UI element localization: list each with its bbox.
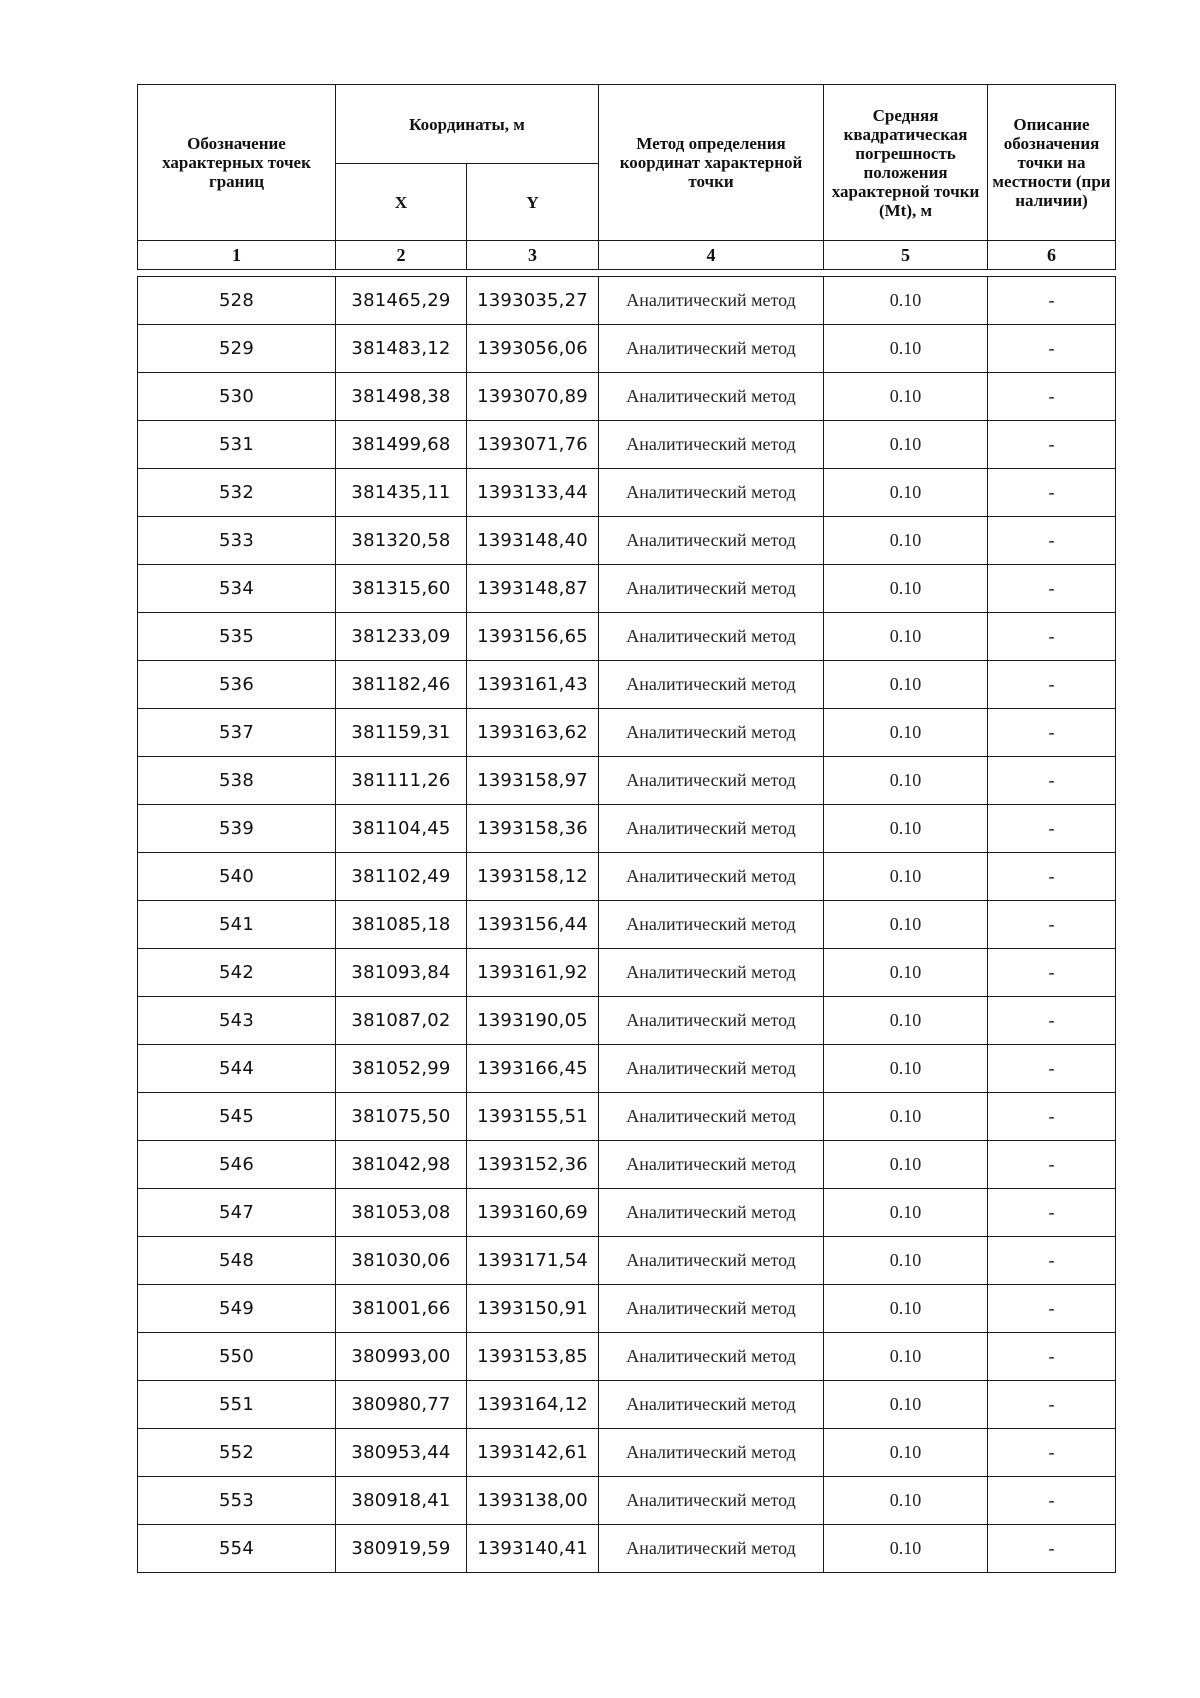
method-cell: Аналитический метод xyxy=(599,1045,824,1093)
coord-y: 1393140,41 xyxy=(467,1525,599,1573)
description-cell: - xyxy=(988,565,1116,613)
coord-y: 1393152,36 xyxy=(467,1141,599,1189)
coord-x: 381159,31 xyxy=(336,709,467,757)
coord-x: 381435,11 xyxy=(336,469,467,517)
coord-y: 1393158,12 xyxy=(467,853,599,901)
method-cell: Аналитический метод xyxy=(599,757,824,805)
point-number: 539 xyxy=(138,805,336,853)
coord-y: 1393158,97 xyxy=(467,757,599,805)
method-cell: Аналитический метод xyxy=(599,517,824,565)
description-cell: - xyxy=(988,1429,1116,1477)
table-row xyxy=(138,661,1116,709)
table-row xyxy=(138,1045,1116,1093)
error-cell: 0.10 xyxy=(824,901,988,949)
header-point-designation: Обозначение характерных точек границ xyxy=(138,85,336,241)
coord-y: 1393171,54 xyxy=(467,1237,599,1285)
point-number: 554 xyxy=(138,1525,336,1573)
point-number: 528 xyxy=(138,277,336,325)
header-y: Y xyxy=(467,164,599,241)
coord-x: 381465,29 xyxy=(336,277,467,325)
point-number: 540 xyxy=(138,853,336,901)
point-number: 544 xyxy=(138,1045,336,1093)
description-cell: - xyxy=(988,805,1116,853)
coord-x: 381001,66 xyxy=(336,1285,467,1333)
point-number: 547 xyxy=(138,1189,336,1237)
coord-x: 381087,02 xyxy=(336,997,467,1045)
point-number: 529 xyxy=(138,325,336,373)
coord-x: 380980,77 xyxy=(336,1381,467,1429)
description-cell: - xyxy=(988,1141,1116,1189)
point-number: 537 xyxy=(138,709,336,757)
coord-y: 1393070,89 xyxy=(467,373,599,421)
point-number: 551 xyxy=(138,1381,336,1429)
description-cell: - xyxy=(988,997,1116,1045)
coord-x: 381499,68 xyxy=(336,421,467,469)
description-cell: - xyxy=(988,1093,1116,1141)
method-cell: Аналитический метод xyxy=(599,1333,824,1381)
coord-x: 381052,99 xyxy=(336,1045,467,1093)
description-cell: - xyxy=(988,1477,1116,1525)
coord-y: 1393071,76 xyxy=(467,421,599,469)
table-row xyxy=(138,1525,1116,1573)
coord-x: 381075,50 xyxy=(336,1093,467,1141)
table-row xyxy=(138,1189,1116,1237)
table-row xyxy=(138,373,1116,421)
description-cell: - xyxy=(988,1237,1116,1285)
method-cell: Аналитический метод xyxy=(599,1141,824,1189)
table-row xyxy=(138,757,1116,805)
coord-y: 1393153,85 xyxy=(467,1333,599,1381)
table-row xyxy=(138,277,1116,325)
error-cell: 0.10 xyxy=(824,325,988,373)
coord-y: 1393190,05 xyxy=(467,997,599,1045)
method-cell: Аналитический метод xyxy=(599,997,824,1045)
error-cell: 0.10 xyxy=(824,1237,988,1285)
coord-y: 1393156,65 xyxy=(467,613,599,661)
table-row xyxy=(138,517,1116,565)
point-number: 536 xyxy=(138,661,336,709)
description-cell: - xyxy=(988,613,1116,661)
description-cell: - xyxy=(988,1525,1116,1573)
error-cell: 0.10 xyxy=(824,949,988,997)
error-cell: 0.10 xyxy=(824,853,988,901)
error-cell: 0.10 xyxy=(824,1285,988,1333)
coord-x: 381182,46 xyxy=(336,661,467,709)
method-cell: Аналитический метод xyxy=(599,469,824,517)
description-cell: - xyxy=(988,757,1116,805)
coord-y: 1393035,27 xyxy=(467,277,599,325)
table-row xyxy=(138,997,1116,1045)
method-cell: Аналитический метод xyxy=(599,1189,824,1237)
method-cell: Аналитический метод xyxy=(599,325,824,373)
table-row xyxy=(138,1093,1116,1141)
table-row xyxy=(138,1237,1116,1285)
document-page xyxy=(137,84,1115,1573)
coord-x: 381102,49 xyxy=(336,853,467,901)
error-cell: 0.10 xyxy=(824,1429,988,1477)
table-header xyxy=(138,85,1116,277)
error-cell: 0.10 xyxy=(824,277,988,325)
table-row xyxy=(138,709,1116,757)
table-row xyxy=(138,1141,1116,1189)
coord-x: 381233,09 xyxy=(336,613,467,661)
error-cell: 0.10 xyxy=(824,805,988,853)
table-row xyxy=(138,421,1116,469)
table-row xyxy=(138,901,1116,949)
description-cell: - xyxy=(988,1333,1116,1381)
error-cell: 0.10 xyxy=(824,1477,988,1525)
point-number: 530 xyxy=(138,373,336,421)
description-cell: - xyxy=(988,1381,1116,1429)
error-cell: 0.10 xyxy=(824,517,988,565)
method-cell: Аналитический метод xyxy=(599,1477,824,1525)
header-mean-square-error: Средняя квадратическая погрешность положения характерной точки (Mt), м xyxy=(824,85,988,241)
point-number: 531 xyxy=(138,421,336,469)
header-point-description: Описание обозначения точки на местности (при наличии) xyxy=(988,85,1116,241)
method-cell: Аналитический метод xyxy=(599,853,824,901)
error-cell: 0.10 xyxy=(824,1333,988,1381)
table-row xyxy=(138,613,1116,661)
error-cell: 0.10 xyxy=(824,421,988,469)
coord-x: 381085,18 xyxy=(336,901,467,949)
table-row xyxy=(138,949,1116,997)
table-row xyxy=(138,1429,1116,1477)
point-number: 550 xyxy=(138,1333,336,1381)
coord-y: 1393148,87 xyxy=(467,565,599,613)
table-row xyxy=(138,1477,1116,1525)
method-cell: Аналитический метод xyxy=(599,1381,824,1429)
method-cell: Аналитический метод xyxy=(599,805,824,853)
point-number: 548 xyxy=(138,1237,336,1285)
error-cell: 0.10 xyxy=(824,1189,988,1237)
header-x: X xyxy=(336,164,467,241)
table-row xyxy=(138,805,1116,853)
column-number: 2 xyxy=(336,241,467,270)
table-row xyxy=(138,853,1116,901)
description-cell: - xyxy=(988,901,1116,949)
coord-x: 380919,59 xyxy=(336,1525,467,1573)
coord-x: 381315,60 xyxy=(336,565,467,613)
coord-y: 1393156,44 xyxy=(467,901,599,949)
method-cell: Аналитический метод xyxy=(599,1525,824,1573)
description-cell: - xyxy=(988,1285,1116,1333)
coord-x: 381320,58 xyxy=(336,517,467,565)
point-number: 549 xyxy=(138,1285,336,1333)
table-row xyxy=(138,1381,1116,1429)
point-number: 541 xyxy=(138,901,336,949)
coord-x: 381111,26 xyxy=(336,757,467,805)
description-cell: - xyxy=(988,517,1116,565)
description-cell: - xyxy=(988,709,1116,757)
coord-y: 1393163,62 xyxy=(467,709,599,757)
coord-x: 381483,12 xyxy=(336,325,467,373)
column-number: 3 xyxy=(467,241,599,270)
coord-x: 380918,41 xyxy=(336,1477,467,1525)
description-cell: - xyxy=(988,373,1116,421)
boundary-points-table xyxy=(137,84,1116,1573)
coord-y: 1393160,69 xyxy=(467,1189,599,1237)
point-number: 546 xyxy=(138,1141,336,1189)
coord-y: 1393142,61 xyxy=(467,1429,599,1477)
error-cell: 0.10 xyxy=(824,1141,988,1189)
method-cell: Аналитический метод xyxy=(599,1285,824,1333)
error-cell: 0.10 xyxy=(824,1045,988,1093)
error-cell: 0.10 xyxy=(824,1381,988,1429)
coord-x: 381093,84 xyxy=(336,949,467,997)
method-cell: Аналитический метод xyxy=(599,661,824,709)
error-cell: 0.10 xyxy=(824,565,988,613)
coord-y: 1393166,45 xyxy=(467,1045,599,1093)
description-cell: - xyxy=(988,1189,1116,1237)
point-number: 538 xyxy=(138,757,336,805)
table-row xyxy=(138,325,1116,373)
point-number: 553 xyxy=(138,1477,336,1525)
coord-x: 381104,45 xyxy=(336,805,467,853)
coord-x: 381498,38 xyxy=(336,373,467,421)
description-cell: - xyxy=(988,661,1116,709)
error-cell: 0.10 xyxy=(824,613,988,661)
error-cell: 0.10 xyxy=(824,373,988,421)
point-number: 545 xyxy=(138,1093,336,1141)
method-cell: Аналитический метод xyxy=(599,277,824,325)
column-number: 4 xyxy=(599,241,824,270)
method-cell: Аналитический метод xyxy=(599,373,824,421)
point-number: 535 xyxy=(138,613,336,661)
table-row xyxy=(138,469,1116,517)
point-number: 534 xyxy=(138,565,336,613)
coord-y: 1393150,91 xyxy=(467,1285,599,1333)
method-cell: Аналитический метод xyxy=(599,565,824,613)
method-cell: Аналитический метод xyxy=(599,1237,824,1285)
column-number: 6 xyxy=(988,241,1116,270)
coord-y: 1393158,36 xyxy=(467,805,599,853)
error-cell: 0.10 xyxy=(824,469,988,517)
point-number: 532 xyxy=(138,469,336,517)
method-cell: Аналитический метод xyxy=(599,613,824,661)
method-cell: Аналитический метод xyxy=(599,1429,824,1477)
description-cell: - xyxy=(988,853,1116,901)
header-method: Метод определения координат характерной точки xyxy=(599,85,824,241)
error-cell: 0.10 xyxy=(824,757,988,805)
table-row xyxy=(138,1285,1116,1333)
point-number: 542 xyxy=(138,949,336,997)
table-row xyxy=(138,565,1116,613)
coord-x: 380993,00 xyxy=(336,1333,467,1381)
coord-y: 1393155,51 xyxy=(467,1093,599,1141)
description-cell: - xyxy=(988,949,1116,997)
table-body xyxy=(138,277,1116,1573)
coord-y: 1393056,06 xyxy=(467,325,599,373)
coord-y: 1393161,43 xyxy=(467,661,599,709)
method-cell: Аналитический метод xyxy=(599,901,824,949)
description-cell: - xyxy=(988,325,1116,373)
method-cell: Аналитический метод xyxy=(599,949,824,997)
coord-y: 1393148,40 xyxy=(467,517,599,565)
point-number: 533 xyxy=(138,517,336,565)
error-cell: 0.10 xyxy=(824,997,988,1045)
header-gap xyxy=(138,270,1116,277)
method-cell: Аналитический метод xyxy=(599,1093,824,1141)
error-cell: 0.10 xyxy=(824,1525,988,1573)
error-cell: 0.10 xyxy=(824,661,988,709)
coord-y: 1393164,12 xyxy=(467,1381,599,1429)
coord-y: 1393133,44 xyxy=(467,469,599,517)
description-cell: - xyxy=(988,277,1116,325)
column-number: 1 xyxy=(138,241,336,270)
error-cell: 0.10 xyxy=(824,1093,988,1141)
description-cell: - xyxy=(988,421,1116,469)
column-number-row xyxy=(138,241,1116,270)
table-row xyxy=(138,1333,1116,1381)
point-number: 552 xyxy=(138,1429,336,1477)
description-cell: - xyxy=(988,1045,1116,1093)
method-cell: Аналитический метод xyxy=(599,709,824,757)
coord-x: 380953,44 xyxy=(336,1429,467,1477)
point-number: 543 xyxy=(138,997,336,1045)
description-cell: - xyxy=(988,469,1116,517)
coord-x: 381030,06 xyxy=(336,1237,467,1285)
coord-x: 381053,08 xyxy=(336,1189,467,1237)
header-coordinates: Координаты, м xyxy=(336,85,599,164)
coord-y: 1393138,00 xyxy=(467,1477,599,1525)
column-number: 5 xyxy=(824,241,988,270)
method-cell: Аналитический метод xyxy=(599,421,824,469)
coord-x: 381042,98 xyxy=(336,1141,467,1189)
coord-y: 1393161,92 xyxy=(467,949,599,997)
error-cell: 0.10 xyxy=(824,709,988,757)
